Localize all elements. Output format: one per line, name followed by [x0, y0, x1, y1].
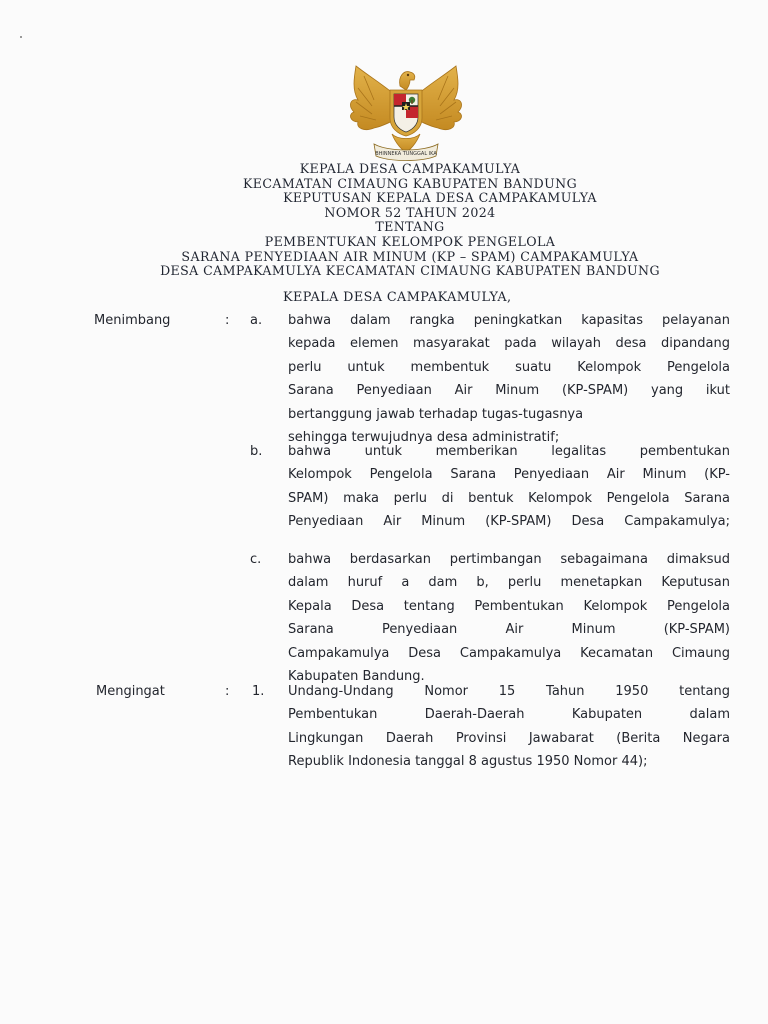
text-line: SPAM) maka perlu di bentuk Kelompok Pengelola Sarana [288, 490, 730, 506]
header-line: KEPUTUSAN KEPALA DESA CAMPAKAMULYA [283, 190, 597, 206]
header-line: PEMBENTUKAN KELOMPOK PENGELOLA [264, 233, 556, 249]
text-line: Pembentukan Daerah-Daerah Kabupaten dalam [288, 707, 730, 723]
text-line: Republik Indonesia tanggal 8 agustus 1950 Nomor 44); [288, 754, 648, 770]
text-line: bahwa untuk memberikan legalitas pembentukan [288, 444, 730, 459]
text-line: Kelompok Pengelola Sarana Penyediaan Air Minum (KP- [288, 467, 730, 483]
text-line: Sarana Penyediaan Air Minum (KP-SPAM) yang ikut [288, 383, 730, 399]
header-line: SARANA PENYEDIAAN AIR MINUM (KP – SPAM) CAMPAKAMULYA [181, 248, 639, 264]
garuda-pancasila-emblem [344, 60, 468, 164]
text-line: Penyediaan Air Minum (KP-SPAM) Desa Campakamulya; [288, 514, 730, 530]
header-line: KEPALA DESA CAMPAKAMULYA [299, 161, 521, 176]
item-marker: c. [250, 552, 262, 567]
text-line: perlu untuk membentuk suatu Kelompok Pengelola [288, 359, 730, 375]
mengingat-colon: : [225, 684, 230, 699]
mengingat-item-1 [288, 680, 730, 774]
scan-speck [20, 36, 22, 38]
decree-header [110, 162, 710, 279]
decree-subject: KEPALA DESA CAMPAKAMULYA, [283, 290, 512, 305]
menimbang-colon: : [225, 313, 230, 328]
text-line: bahwa berdasarkan pertimbangan sebagaimana dimaksud [288, 552, 730, 567]
text-line: bahwa dalam rangka peningkatkan kapasitas pelayanan [288, 313, 730, 328]
text-line: Campakamulya Desa Campakamulya Kecamatan Cimaung [288, 645, 730, 661]
header-line: KECAMATAN CIMAUNG KABUPATEN BANDUNG [242, 175, 578, 191]
item-marker: b. [250, 444, 263, 459]
menimbang-item-c [288, 548, 730, 688]
header-line: NOMOR 52 TAHUN 2024 [324, 204, 496, 220]
text-line: dalam huruf a dam b, perlu menetapkan Keputusan [288, 575, 730, 591]
menimbang-item-b [288, 440, 730, 534]
text-line: Undang-Undang Nomor 15 Tahun 1950 tentang [288, 684, 730, 699]
text-line: Kabupaten Bandung. [288, 668, 425, 684]
text-line: Sarana Penyediaan Air Minum (KP-SPAM) [288, 622, 730, 638]
menimbang-label: Menimbang [94, 313, 171, 328]
text-line: bertanggung jawab terhadap tugas-tugasnya [288, 406, 584, 422]
emblem-motto: BHINNEKA TUNGGAL IKA [375, 151, 437, 157]
header-line: TENTANG [375, 219, 445, 235]
item-marker: 1. [252, 684, 265, 699]
text-line: kepada elemen masyarakat pada wilayah desa dipandang [288, 336, 730, 352]
text-line: Kepala Desa tentang Pembentukan Kelompok Pengelola [288, 598, 730, 614]
header-line: DESA CAMPAKAMULYA KECAMATAN CIMAUNG KABUPATEN BANDUNG [160, 263, 660, 279]
text-line: sehingga terwujudnya desa administratif; [288, 429, 560, 445]
item-marker: a. [250, 313, 263, 328]
text-line: Lingkungan Daerah Provinsi Jawabarat (Berita Negara [288, 730, 730, 746]
mengingat-label: Mengingat [96, 684, 165, 699]
menimbang-item-a [288, 309, 730, 449]
